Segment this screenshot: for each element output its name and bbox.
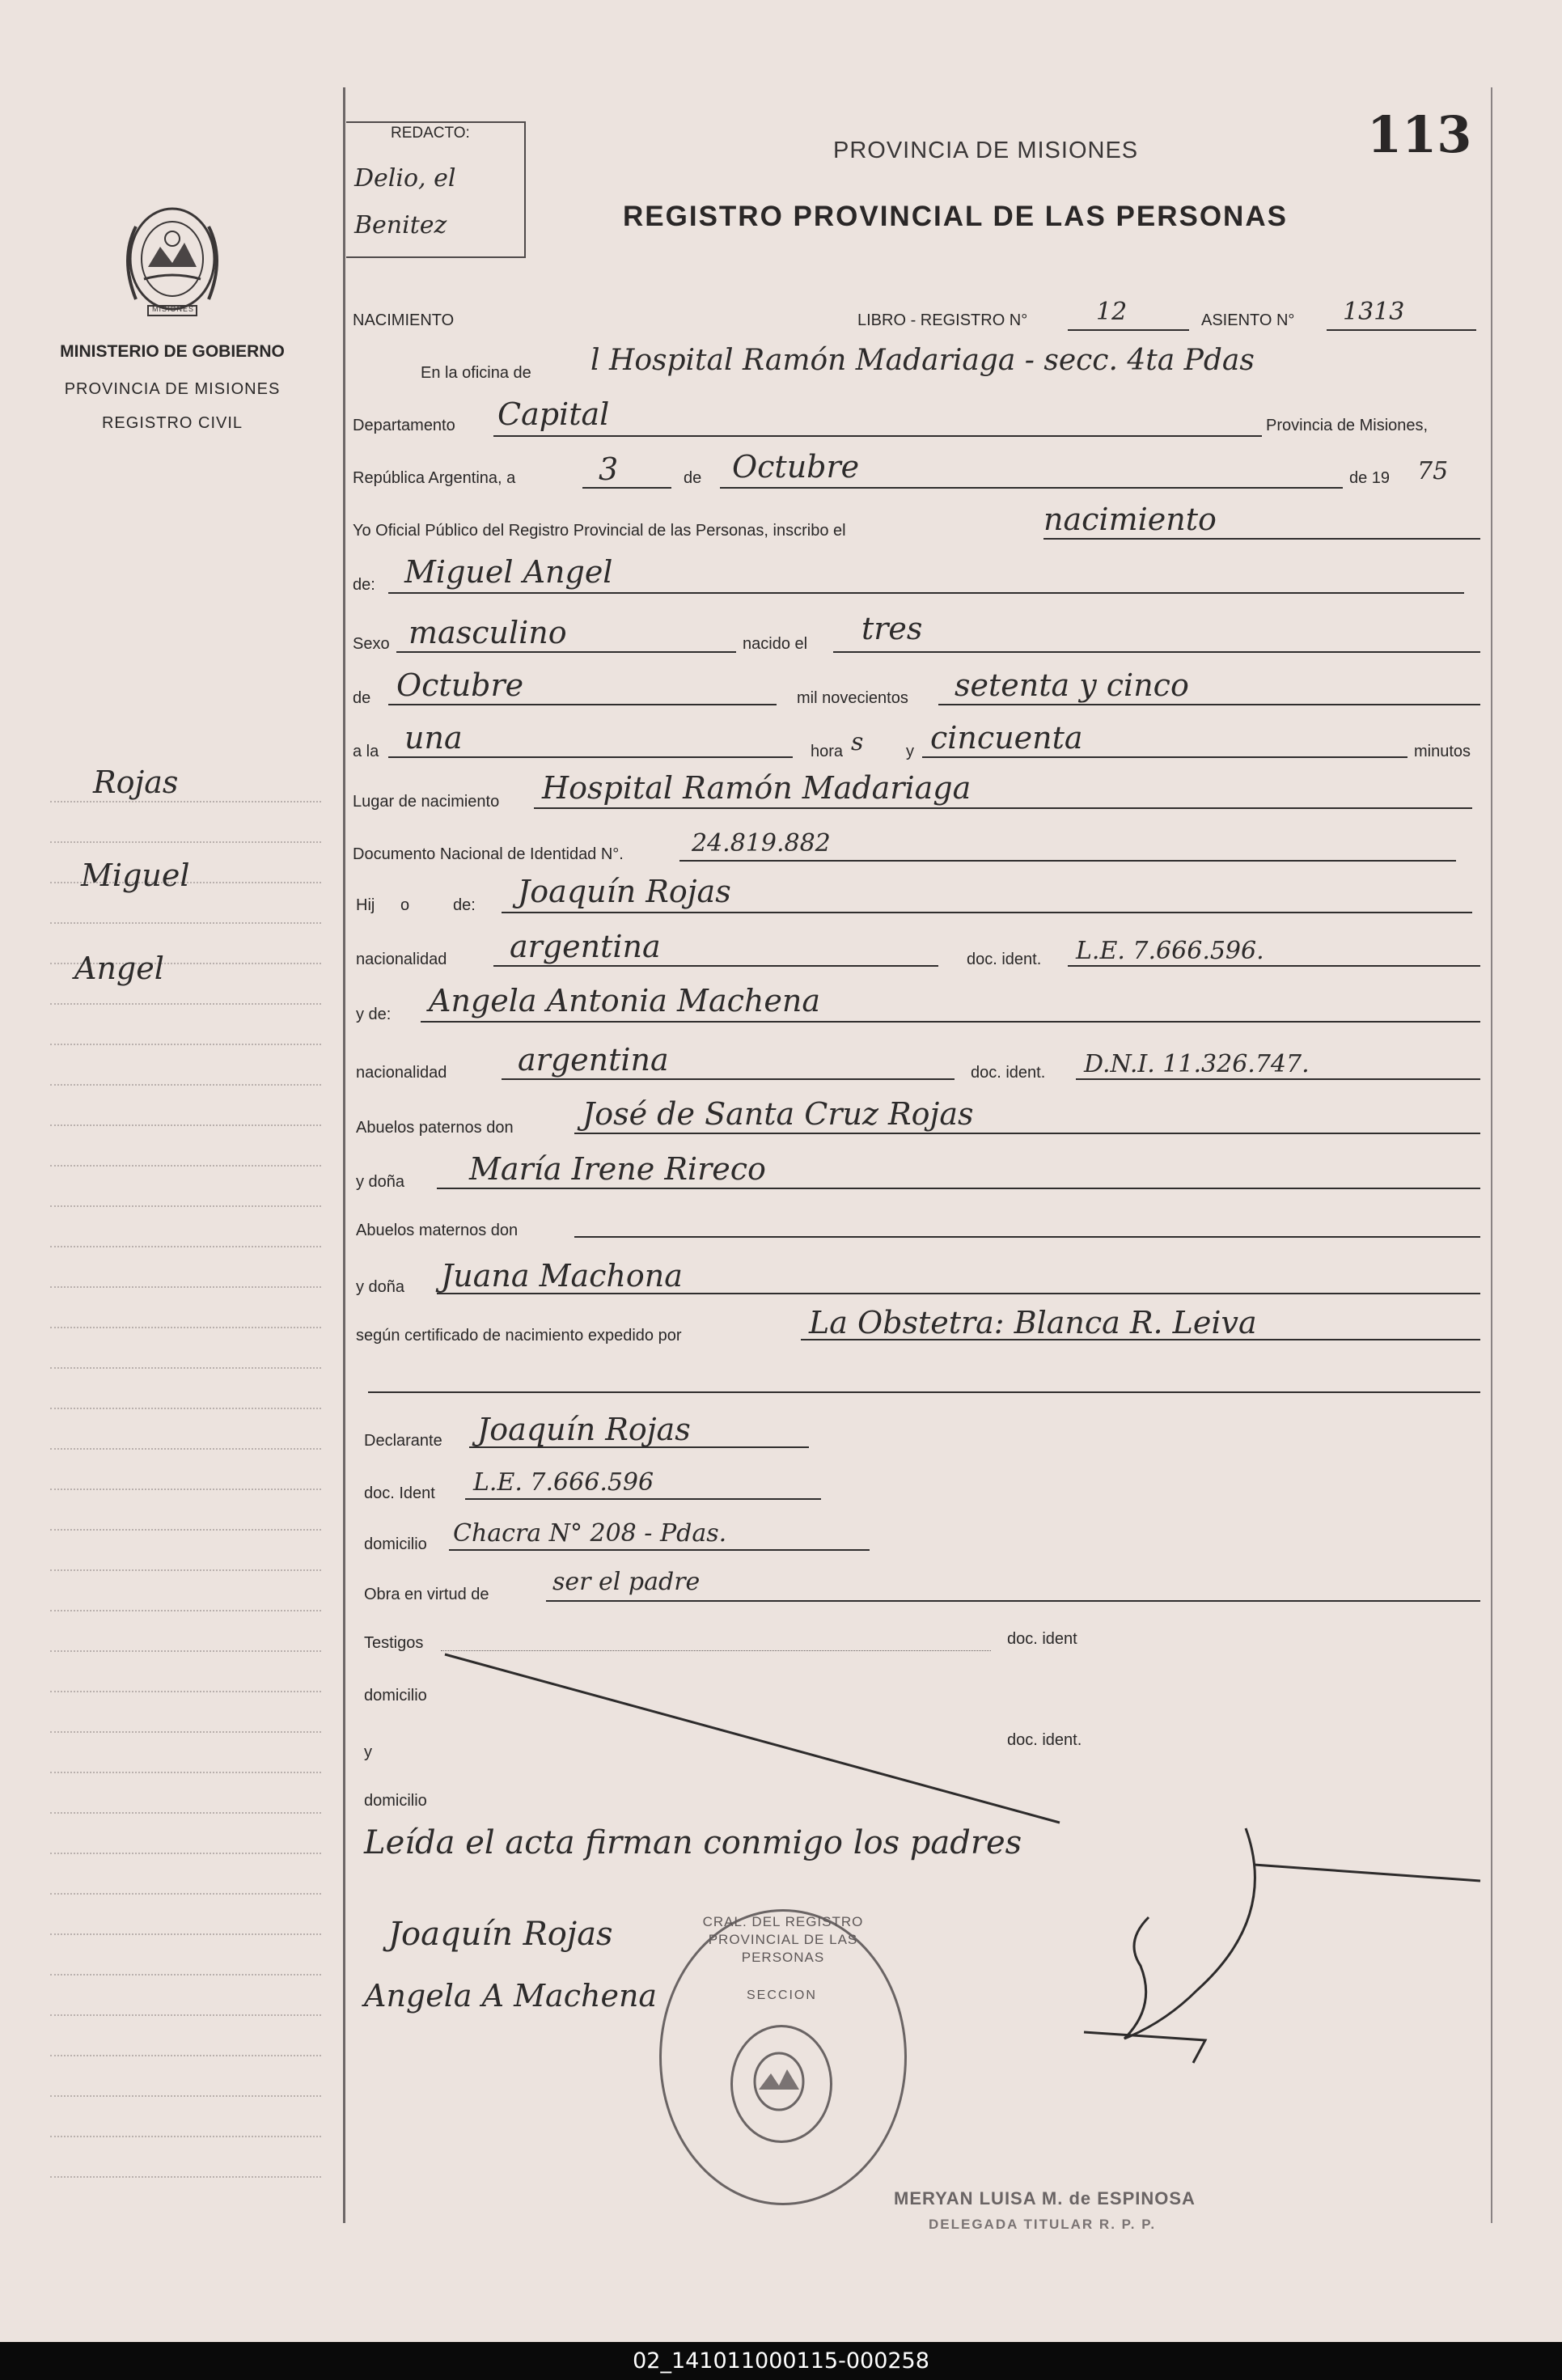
cert-line	[801, 1339, 1480, 1340]
page-title: REGISTRO PROVINCIAL DE LAS PERSONAS	[623, 201, 1288, 232]
margin-line	[50, 1205, 321, 1207]
ydona2-line	[437, 1293, 1480, 1294]
republica-label: República Argentina, a	[353, 469, 516, 487]
nac1-value: argentina	[510, 929, 661, 964]
margin-line	[50, 1165, 321, 1167]
margin-line	[50, 1853, 321, 1854]
strike-through-line	[437, 1638, 1505, 1913]
dom2-label: domicilio	[364, 1687, 427, 1705]
nacido-label: nacido el	[743, 635, 808, 653]
asiento-label: ASIENTO N°	[1201, 311, 1295, 329]
departamento-line	[493, 435, 1262, 437]
anio-value: 75	[1417, 457, 1449, 485]
libro-value: 12	[1096, 298, 1128, 326]
hijo-label: Hij	[356, 896, 375, 914]
declarante-value: Joaquín Rojas	[477, 1412, 691, 1447]
redacto-label: REDACTO:	[391, 125, 470, 142]
testigos-doc2-label: doc. ident.	[1007, 1731, 1082, 1749]
nac2-line	[502, 1078, 955, 1080]
mes-line	[720, 487, 1343, 489]
nac1-line	[493, 965, 938, 967]
padre-value: Joaquín Rojas	[518, 874, 731, 909]
ydona1-value: María Irene Rireco	[469, 1151, 766, 1187]
page-number: 113	[1367, 105, 1472, 164]
provincia-label: Provincia de Misiones,	[1266, 417, 1429, 434]
sexo-line	[396, 651, 736, 653]
departamento-value: Capital	[497, 396, 610, 432]
declarante-line	[469, 1446, 809, 1448]
cert-line-2	[368, 1391, 1480, 1393]
redacto-value: Delio, el Benitez	[354, 164, 456, 239]
de2-label: de:	[353, 576, 375, 594]
abpat-label: Abuelos paternos don	[356, 1119, 514, 1137]
hora-line	[388, 756, 793, 758]
doc1-value: L.E. 7.666.596.	[1076, 937, 1264, 965]
margin-line	[50, 922, 321, 924]
obra-line	[546, 1600, 1480, 1602]
docdecl-value: L.E. 7.666.596	[473, 1468, 654, 1497]
margin-line	[50, 1569, 321, 1571]
padre-line	[502, 912, 1472, 913]
abpat-line	[574, 1133, 1480, 1134]
doc2-value: D.N.I. 11.326.747.	[1084, 1050, 1310, 1078]
margin-line	[50, 1124, 321, 1126]
margin-line	[50, 1731, 321, 1733]
oficial-value: nacimiento	[1043, 502, 1217, 537]
ydona2-value: Juana Machona	[441, 1258, 683, 1294]
obra-value: ser el padre	[552, 1568, 701, 1596]
yde-label: y de:	[356, 1006, 392, 1023]
novecientos-value: setenta y cinco	[955, 667, 1189, 703]
margin-line	[50, 1408, 321, 1409]
redacto-box	[346, 121, 526, 258]
margin-line	[50, 1246, 321, 1247]
nac1-label: nacionalidad	[356, 951, 447, 968]
madre-value: Angela Antonia Machena	[429, 983, 820, 1018]
margin-note-second: Angel	[74, 951, 164, 986]
stamp-inner-text: SECCION	[747, 1988, 817, 2002]
nacido-line	[833, 651, 1480, 653]
libro-label: LIBRO - REGISTRO N°	[857, 311, 1028, 329]
cert-label: según certificado de nacimiento expedido por	[356, 1327, 682, 1345]
oficial-label: Yo Oficial Público del Registro Provincial de las Personas, inscribo el	[353, 522, 846, 540]
ydona2-label: y doña	[356, 1278, 405, 1296]
nacimiento-label: NACIMIENTO	[353, 311, 455, 329]
cierre-value: Leída el acta firman conmigo los padres	[364, 1824, 1022, 1861]
nombre-value: Miguel Angel	[404, 554, 613, 590]
margin-line	[50, 1286, 321, 1288]
margin-line	[50, 2014, 321, 2016]
dni-value: 24.819.882	[692, 829, 831, 858]
hijo-de-label: de:	[453, 896, 476, 914]
margin-line	[50, 1327, 321, 1328]
margin-line	[50, 1933, 321, 1935]
margin-line	[50, 841, 321, 843]
ministry-label: MINISTERIO DE GOBIERNO	[60, 342, 285, 361]
stamp-emblem	[743, 2045, 815, 2118]
nombre-line	[388, 592, 1464, 594]
dia-value: 3	[599, 451, 619, 487]
margin-line	[50, 801, 321, 803]
abmat-line	[574, 1236, 1480, 1238]
margin-line	[50, 2055, 321, 2056]
de-label: de	[684, 469, 702, 487]
abpat-value: José de Santa Cruz Rojas	[582, 1096, 974, 1132]
margin-line	[50, 1489, 321, 1490]
official-title: DELEGADA TITULAR R. P. P.	[929, 2217, 1157, 2232]
abmat-label: Abuelos maternos don	[356, 1222, 519, 1239]
minutos-label: minutos	[1414, 743, 1471, 760]
doc1-label: doc. ident.	[967, 951, 1042, 968]
cert-value: La Obstetra: Blanca R. Leiva	[809, 1305, 1257, 1340]
departamento-label: Departamento	[353, 417, 455, 434]
domicilio-value: Chacra N° 208 - Pdas.	[453, 1519, 727, 1548]
margin-line	[50, 1529, 321, 1531]
hora-suffix: s	[851, 728, 864, 756]
margin-line	[50, 1610, 321, 1611]
dni-label: Documento Nacional de Identidad N°.	[353, 845, 624, 863]
margin-line	[50, 1367, 321, 1369]
novecientos-line	[938, 704, 1480, 705]
ala-label: a la	[353, 743, 379, 760]
margin-line	[50, 2095, 321, 2097]
declarante-label: Declarante	[364, 1432, 442, 1450]
minutos-value: cincuenta	[930, 720, 1083, 756]
hijo-suffix: o	[400, 896, 410, 914]
madre-line	[421, 1021, 1480, 1023]
dia-line	[582, 487, 671, 489]
sidebar-province: PROVINCIA DE MISIONES	[64, 380, 281, 398]
y2-label: y	[364, 1743, 372, 1761]
margin-line	[50, 1893, 321, 1895]
margin-note-surname: Rojas	[93, 764, 179, 800]
official-name: MERYAN LUISA M. de ESPINOSA	[894, 2188, 1196, 2208]
oficina-value: l Hospital Ramón Madariaga - secc. 4ta Pdas	[591, 344, 1255, 377]
margin-line	[50, 2136, 321, 2137]
testigos-label: Testigos	[364, 1634, 424, 1652]
nacido-value: tres	[861, 611, 923, 646]
ydona1-line	[437, 1188, 1480, 1189]
domicilio-line	[449, 1549, 870, 1551]
sexo-value: masculino	[408, 615, 567, 650]
domicilio-label: domicilio	[364, 1535, 427, 1553]
stamp-outer-text: CRAL. DEL REGISTRO PROVINCIAL DE LAS PERSONAS	[702, 1914, 864, 1965]
registry-stamp	[659, 1909, 907, 2205]
oficina-label: En la oficina de	[421, 364, 531, 382]
doc1-line	[1068, 965, 1480, 967]
asiento-line	[1327, 329, 1476, 331]
margin-line	[50, 1448, 321, 1450]
anio-label: de 19	[1349, 469, 1391, 487]
signature-father: Joaquín Rojas	[388, 1916, 613, 1953]
seal-text: MISIONES	[152, 305, 195, 313]
margin-line	[50, 1084, 321, 1086]
margin-note-first: Miguel	[81, 858, 190, 893]
margin-line	[50, 1812, 321, 1814]
obra-label: Obra en virtud de	[364, 1586, 489, 1603]
novecientos-label: mil novecientos	[797, 689, 908, 707]
libro-line	[1068, 329, 1189, 331]
minutos-line	[922, 756, 1407, 758]
testigos-doc-label: doc. ident	[1007, 1630, 1077, 1648]
ydona1-label: y doña	[356, 1173, 405, 1191]
margin-line	[50, 1974, 321, 1976]
margin-line	[50, 1003, 321, 1005]
margin-line	[50, 1650, 321, 1652]
mes2-value: Octubre	[396, 667, 524, 703]
coat-of-arms-seal	[112, 194, 233, 324]
lugar-label: Lugar de nacimiento	[353, 793, 500, 811]
nac2-label: nacionalidad	[356, 1064, 447, 1082]
docdecl-label: doc. Ident	[364, 1484, 435, 1502]
margin-line	[50, 1772, 321, 1773]
doc2-line	[1076, 1078, 1480, 1080]
nac2-value: argentina	[518, 1042, 669, 1078]
province-heading: PROVINCIA DE MISIONES	[833, 138, 1139, 163]
dom3-label: domicilio	[364, 1792, 427, 1810]
file-name-bar: 02_141011000115-000258	[0, 2342, 1562, 2380]
de3-label: de	[353, 689, 371, 707]
mes-value: Octubre	[732, 449, 860, 485]
dni-line	[679, 860, 1456, 862]
oficial-line	[1043, 538, 1480, 540]
margin-line	[50, 2176, 321, 2178]
lugar-line	[534, 807, 1472, 809]
mes2-line	[388, 704, 777, 705]
hora-label: hora	[811, 743, 844, 760]
margin-line	[50, 1044, 321, 1045]
y-label: y	[906, 743, 914, 760]
frame-left-rule	[343, 87, 345, 2223]
asiento-value: 1313	[1343, 298, 1405, 326]
official-signature	[1035, 1820, 1278, 2079]
lugar-value: Hospital Ramón Madariaga	[542, 770, 971, 806]
margin-line	[50, 1691, 321, 1692]
hora-value: una	[404, 720, 463, 756]
sidebar-registry: REGISTRO CIVIL	[101, 414, 243, 432]
signature-mother: Angela A Machena	[364, 1978, 658, 2014]
docdecl-line	[465, 1498, 821, 1500]
doc2-label: doc. ident.	[971, 1064, 1046, 1082]
sexo-label: Sexo	[353, 635, 390, 653]
